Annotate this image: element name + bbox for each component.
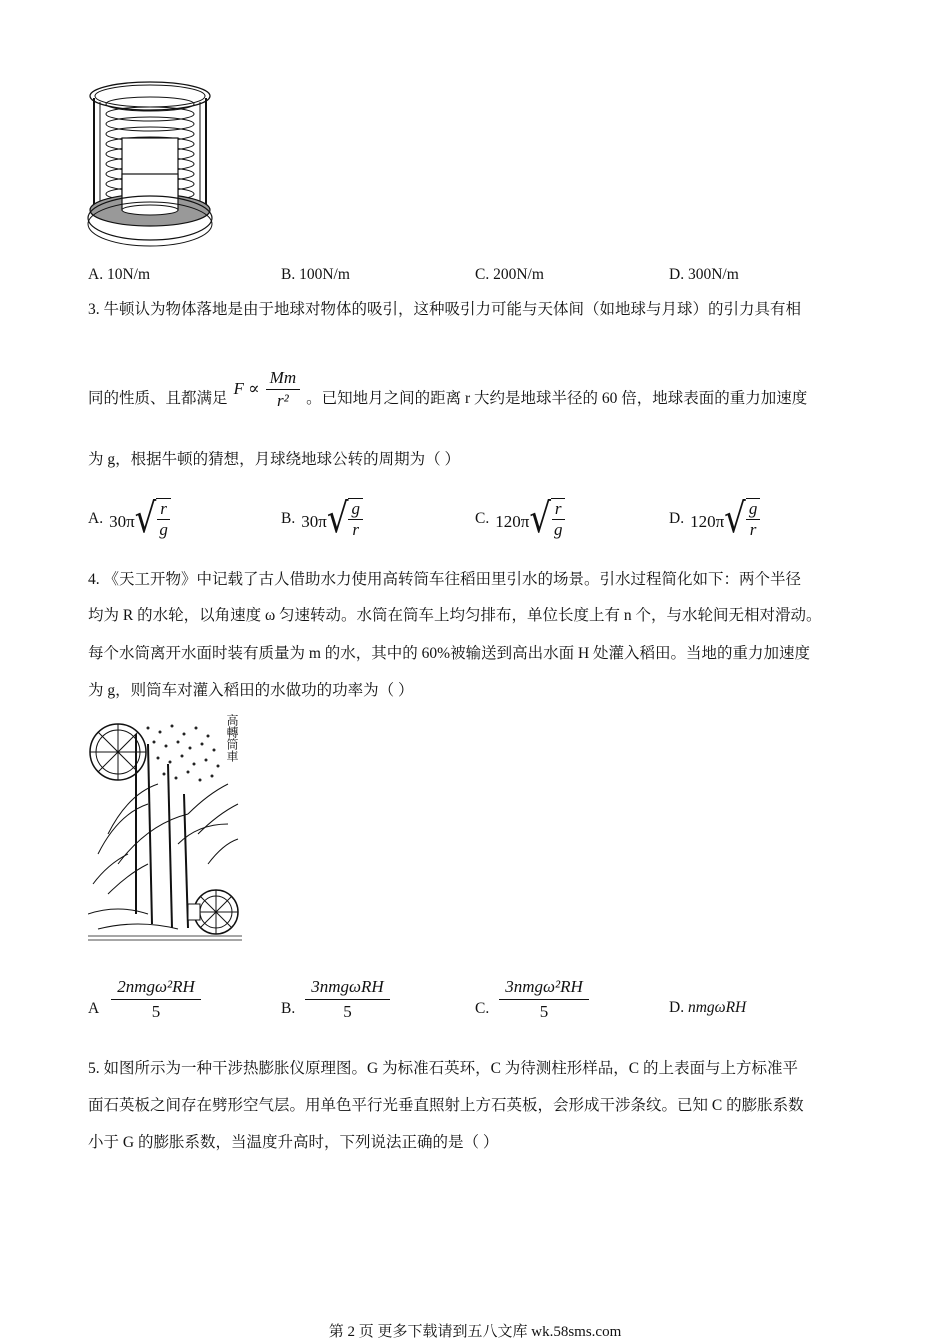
option-coefficient: 120π xyxy=(495,512,530,531)
q4-option-d[interactable] xyxy=(669,999,746,1017)
option-label: A. xyxy=(88,510,104,527)
formula-denominator: r² xyxy=(277,390,289,410)
fraction-numerator: 2nmgω²RH xyxy=(111,977,201,1000)
sqrt-numerator: r xyxy=(157,499,170,520)
fraction-denominator: 5 xyxy=(539,1001,549,1021)
q4-option-c[interactable] xyxy=(475,974,589,1024)
fraction-numerator: 3nmgω²RH xyxy=(499,977,589,1000)
q2-option-d[interactable] xyxy=(669,266,739,284)
q3-option-c[interactable] xyxy=(475,484,565,543)
q3-option-a[interactable] xyxy=(88,484,171,543)
formula-fraction xyxy=(266,368,300,411)
q4-stem-line-4: 为 g，则筒车对灌入稻田的水做功的功率为（ ） xyxy=(88,682,414,699)
q3-stem-line-2 xyxy=(88,362,807,412)
option-text: nmgωRH xyxy=(687,999,747,1016)
fraction-denominator: 5 xyxy=(343,1001,352,1021)
sqrt-denominator: g xyxy=(553,520,563,539)
option-label: D. xyxy=(669,510,685,527)
q4-stem-line-1: 4. 《天工开物》中记载了古人借助水力使用高转筒车往稻田里引水的场景。引水过程简化如下：两个半径 xyxy=(88,571,802,588)
option-label: D. xyxy=(669,999,685,1016)
sqrt-numerator: r xyxy=(552,499,565,520)
option-text: 10N/m xyxy=(106,266,151,283)
power-fraction xyxy=(111,977,201,1022)
q4-option-b[interactable] xyxy=(281,974,390,1024)
q4-option-a[interactable] xyxy=(88,974,201,1024)
spring-apparatus-figure xyxy=(86,78,214,250)
sqrt-denominator: r xyxy=(352,520,360,539)
sqrt-denominator: r xyxy=(749,520,757,539)
woodcut-caption: 高轉筒車 xyxy=(225,714,239,762)
option-label: D. xyxy=(669,266,685,283)
q3-line2-prefix: 同的性质、且都满足 xyxy=(88,390,228,407)
option-label: A xyxy=(88,1000,100,1017)
water-wheel-illustration-icon xyxy=(88,714,242,944)
sqrt-expression: √ $\frac{g}{r}$ xyxy=(327,498,363,540)
spring-cylinder-icon xyxy=(86,78,214,250)
water-wheel-woodcut-figure xyxy=(88,714,242,944)
option-text: 100N/m xyxy=(299,266,350,283)
fraction-denominator: 5 xyxy=(151,1001,161,1021)
sqrt-expression: √ $\frac{g}{r}$ xyxy=(724,498,760,540)
option-coefficient: 30π xyxy=(109,512,135,531)
power-fraction xyxy=(499,977,589,1022)
q2-option-b[interactable] xyxy=(281,266,350,284)
q5-stem-line-1: 5. 如图所示为一种干涉热膨胀仪原理图。G 为标准石英环，C 为待测柱形样品，C 的上表面与上方标准平 xyxy=(88,1060,798,1077)
option-label: B. xyxy=(281,266,296,283)
q2-option-a[interactable] xyxy=(88,266,150,284)
q4-stem-line-2: 均为 R 的水轮，以角速度 ω 匀速转动。水筒在筒车上均匀排布，单位长度上有 n 个，与水轮间无相对滑动。 xyxy=(88,607,822,624)
fraction-numerator: 3nmgωRH xyxy=(305,977,389,1000)
q2-option-c[interactable] xyxy=(475,266,544,284)
gravitation-formula xyxy=(234,368,301,411)
q3-line2-suffix: 。已知地月之间的距离 r 大约是地球半径的 60 倍，地球表面的重力加速度 xyxy=(306,390,808,407)
option-label: C. xyxy=(475,510,490,527)
option-label: B. xyxy=(281,1000,296,1017)
option-text: 200N/m xyxy=(493,266,544,283)
q3-option-b[interactable] xyxy=(281,484,363,543)
sqrt-numerator: g xyxy=(746,499,761,520)
sqrt-expression: √ $\frac{r}{g}$ xyxy=(529,498,565,540)
option-label: B. xyxy=(281,510,296,527)
q5-stem-line-2: 面石英板之间存在劈形空气层。用单色平行光垂直照射上方石英板，会形成干涉条纹。已知 C 的膨胀系数 xyxy=(88,1097,804,1114)
formula-numerator: Mm xyxy=(266,368,300,390)
option-label: C. xyxy=(475,266,490,283)
q4-stem-line-3: 每个水筒离开水面时装有质量为 m 的水，其中的 60%被输送到高出水面 H 处灌入稻田。当地的重力加速度 xyxy=(88,645,811,662)
power-fraction xyxy=(305,977,389,1022)
option-label: C. xyxy=(475,1000,490,1017)
q3-stem-line-1: 3. 牛顿认为物体落地是由于地球对物体的吸引，这种吸引力可能与天体间（如地球与月球）的引力具有相 xyxy=(88,301,802,318)
q3-stem-line-3: 为 g，根据牛顿的猜想，月球绕地球公转的周期为（ ） xyxy=(88,451,461,468)
option-coefficient: 30π xyxy=(301,512,327,531)
option-coefficient: 120π xyxy=(690,512,725,531)
q5-stem-line-3: 小于 G 的膨胀系数，当温度升高时，下列说法正确的是（ ） xyxy=(88,1134,499,1151)
sqrt-numerator: g xyxy=(348,499,363,520)
formula-f-proportional: F ∝ xyxy=(233,379,260,398)
q3-option-d[interactable] xyxy=(669,484,760,543)
option-label: A. xyxy=(88,266,104,283)
page-footer: 第 2 页 更多下载请到五八文库 wk.58sms.com xyxy=(328,1324,622,1340)
option-text: 300N/m xyxy=(687,266,739,283)
sqrt-expression: √ $\frac{r}{g}$ xyxy=(135,498,171,540)
sqrt-denominator: g xyxy=(159,520,168,539)
